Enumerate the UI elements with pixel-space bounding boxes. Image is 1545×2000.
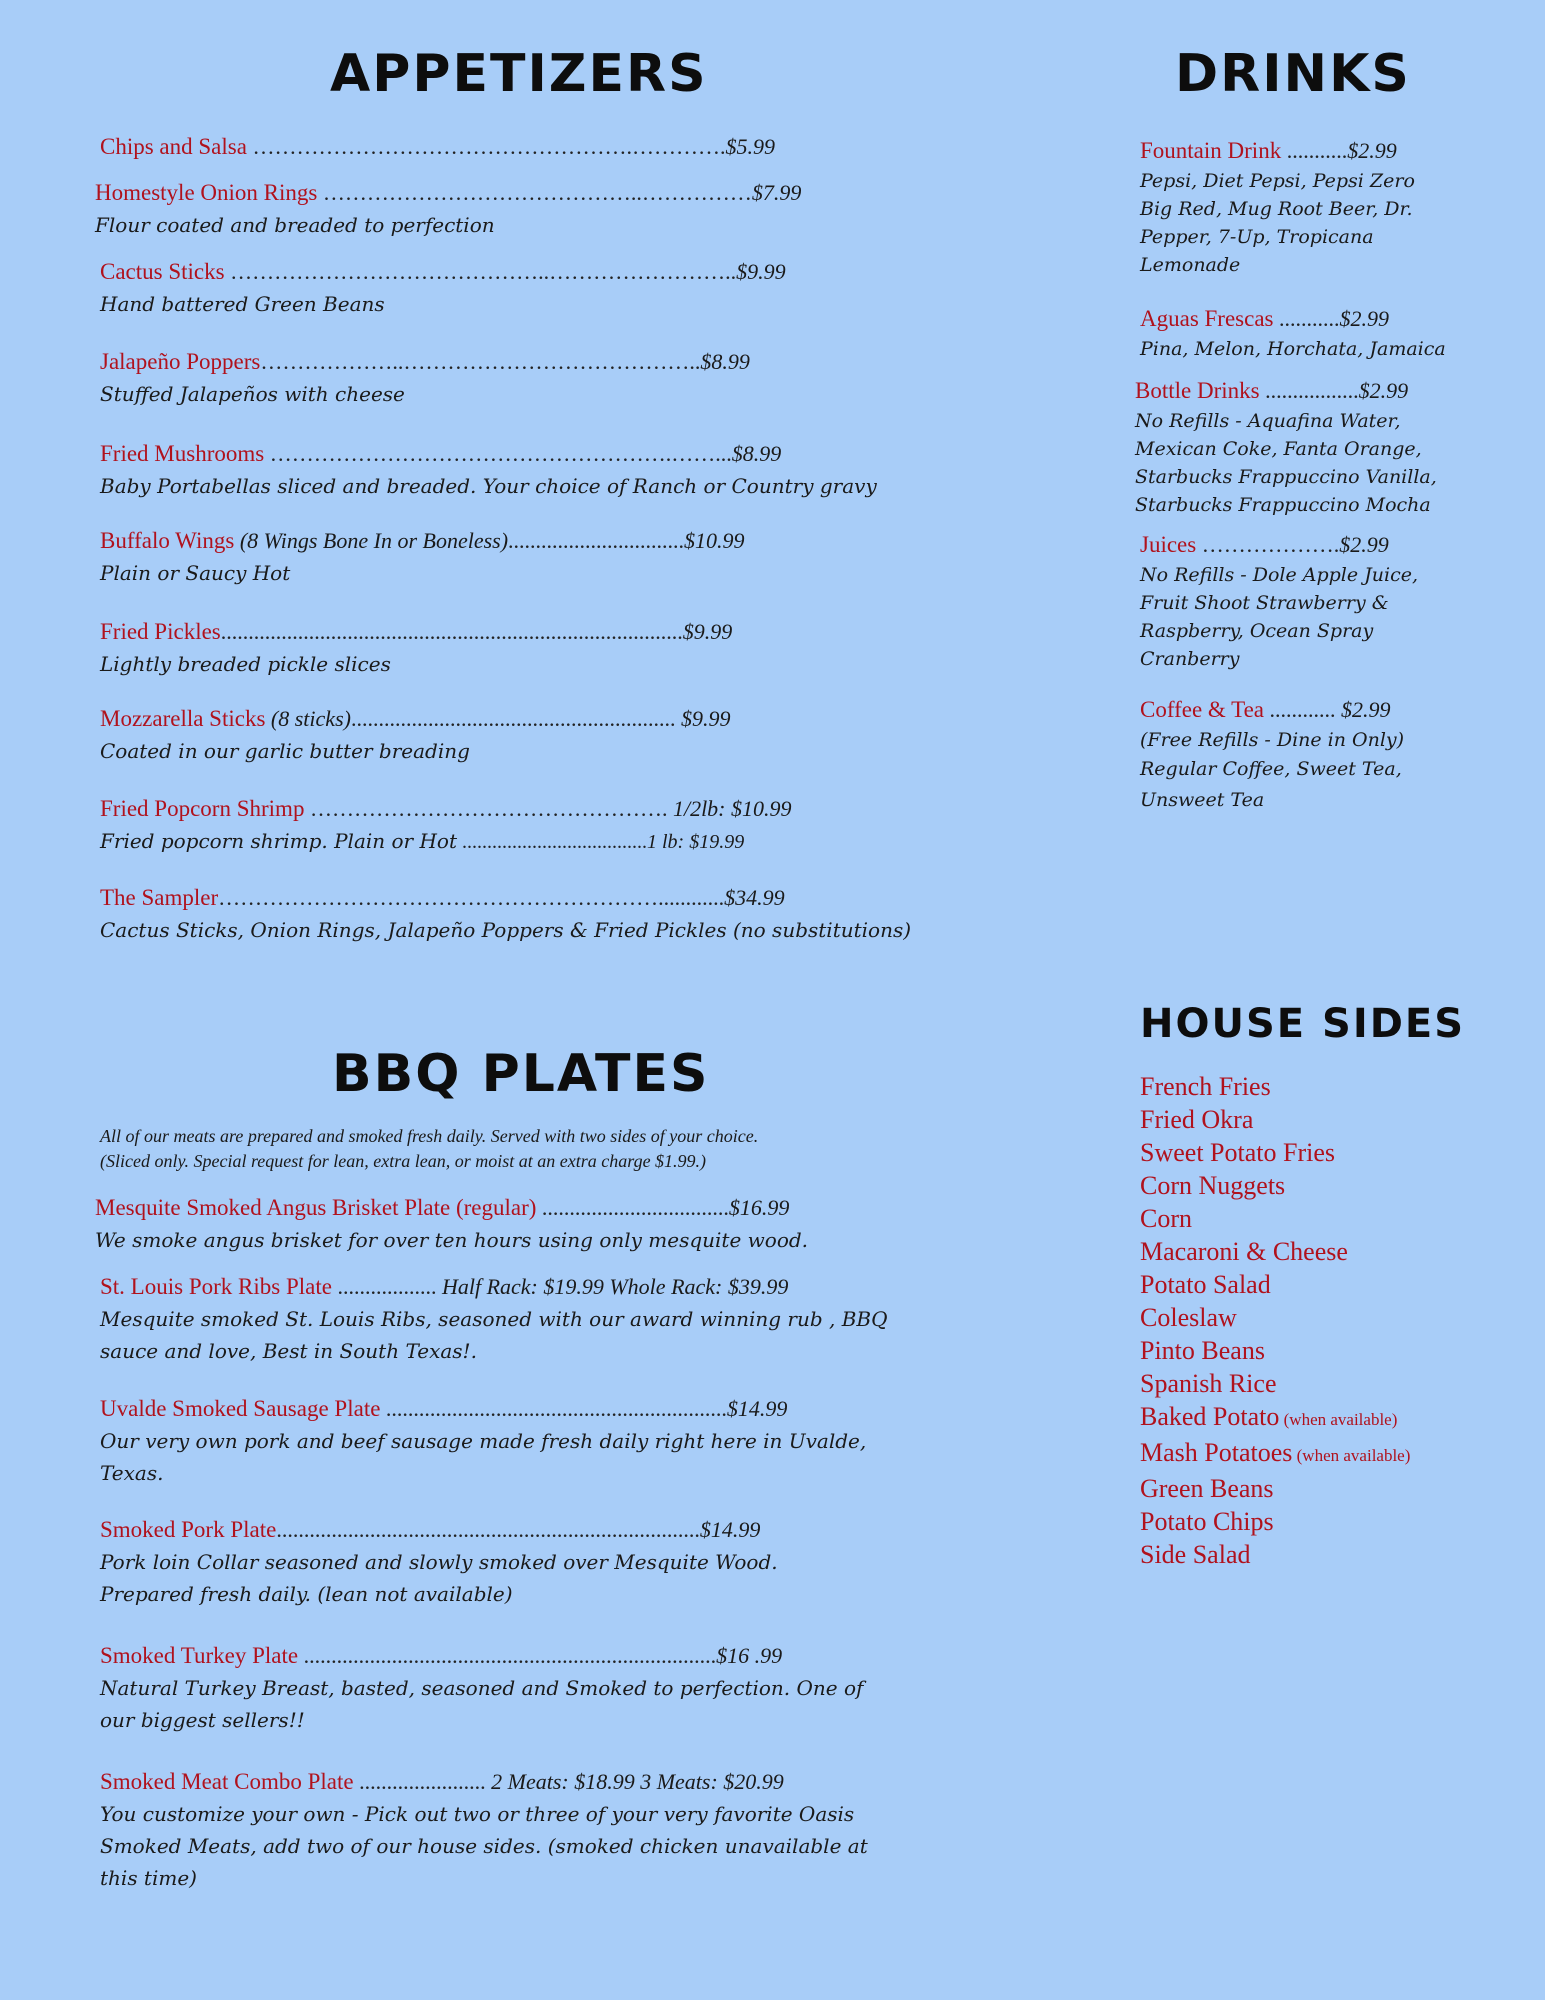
leader-dots: ……………….	[1196, 532, 1340, 557]
item-price: $14.99	[726, 1396, 788, 1421]
item-name: Mozzarella Sticks	[100, 706, 266, 731]
item-note: (8 Wings Bone In or Boneless)	[234, 528, 509, 553]
side-item: Mash Potatoes (when available)	[1140, 1438, 1411, 1467]
side-item: Coleslaw	[1140, 1303, 1237, 1332]
item-name: Fried Popcorn Shrimp	[100, 796, 305, 821]
leader-dots: ..................................	[536, 1195, 729, 1220]
menu-item-turkey-plate	[100, 1641, 880, 1736]
house-sides-heading: HOUSE SIDES	[1140, 1001, 1466, 1047]
menu-item-fried-mushrooms	[100, 439, 877, 502]
item-name: Chips and Salsa	[100, 134, 247, 159]
leader-dots: ..............................................................	[380, 1396, 727, 1421]
item-price: $8.99	[700, 349, 750, 374]
item-price: $16 .99	[716, 1643, 783, 1668]
item-description: Flour coated and breaded to perfection	[95, 213, 495, 237]
item-price: $9.99	[680, 706, 731, 731]
bbq-plates-heading: BBQ PLATES	[332, 1044, 710, 1104]
item-price: $2.99	[1358, 378, 1409, 403]
item-description: Cactus Sticks, Onion Rings, Jalapeño Poppers & Fried Pickles (no substitutions)	[100, 918, 912, 942]
leader-dots: ………………………………………….	[304, 796, 673, 821]
item-name: Bottle Drinks	[1135, 378, 1260, 403]
leader-dots: ……………………………………..……………………..	[224, 259, 737, 284]
item-description: Lightly breaded pickle slices	[100, 652, 391, 676]
menu-item-onion-rings	[95, 178, 801, 241]
item-price: $8.99	[731, 441, 782, 466]
bbq-intro-line: All of our meats are prepared and smoked fresh daily. Served with two sides of your choice.	[100, 1126, 759, 1146]
leader-dots: .................	[1259, 378, 1359, 403]
menu-item-combo-plate	[100, 1767, 880, 1894]
item-price: $14.99	[699, 1517, 761, 1542]
side-item: Fried Okra	[1140, 1105, 1254, 1134]
side-item: Baked Potato (when available)	[1140, 1402, 1398, 1431]
item-name: Homestyle Onion Rings	[95, 180, 318, 205]
item-name: Fountain Drink	[1140, 138, 1282, 163]
item-description: (Free Refills - Dine in Only)	[1140, 729, 1405, 751]
item-name: Smoked Turkey Plate	[100, 1643, 299, 1668]
item-description: Stuffed Jalapeños with cheese	[100, 382, 405, 406]
leader-dots: ................................	[508, 528, 685, 553]
menu-item-popcorn-shrimp	[100, 794, 792, 858]
item-description: Mesquite smoked St. Louis Ribs, seasoned with our award winning rub , BBQ sauce and love, Best in South Texas!.	[100, 1307, 888, 1363]
leader-dots: ...........	[1281, 138, 1348, 163]
drink-item-juices	[1140, 530, 1440, 673]
item-price: $9.99	[736, 259, 786, 284]
item-description: Natural Turkey Breast, basted, seasoned and Smoked to perfection. One of our biggest sellers!!	[100, 1676, 864, 1732]
item-description: Baby Portabellas sliced and breaded. Your choice of Ranch or Country gravy	[100, 474, 877, 498]
item-name: Mesquite Smoked Angus Brisket Plate (regular)	[95, 1195, 537, 1220]
menu-item-chips-and-salsa	[100, 132, 775, 163]
menu-item-pork-ribs-plate	[100, 1272, 900, 1367]
menu-item-pork-plate	[100, 1515, 860, 1610]
menu-item-jalapeno-poppers	[100, 347, 750, 410]
menu-item-mozzarella-sticks	[100, 704, 730, 767]
menu-item-sausage-plate	[100, 1394, 890, 1489]
leader-dots: ...........	[1273, 306, 1340, 331]
item-description: Pork loin Collar seasoned and slowly smoked over Mesquite Wood. Prepared fresh daily. (lean not available)	[100, 1550, 778, 1606]
menu-item-cactus-sticks	[100, 257, 786, 320]
leader-dots: ...........................................................................	[298, 1643, 717, 1668]
side-item: French Fries	[1140, 1072, 1271, 1101]
item-name: Cactus Sticks	[100, 259, 225, 284]
side-item: Corn Nuggets	[1140, 1171, 1286, 1200]
item-note: (8 sticks)	[265, 706, 351, 731]
bbq-intro	[100, 1124, 758, 1174]
appetizers-heading: APPETIZERS	[330, 44, 708, 104]
item-price: $7.99	[751, 180, 802, 205]
drink-item-bottle-drinks	[1135, 376, 1445, 519]
item-description: No Refills - Aquafina Water, Mexican Coke, Fanta Orange, Starbucks Frappuccino Vanilla, Starbucks Frappuccino Mocha	[1135, 410, 1437, 516]
side-item: Macaroni & Cheese	[1140, 1237, 1348, 1266]
item-name: Smoked Meat Combo Plate	[100, 1769, 354, 1794]
leader-dots: ……………………………………………….……...	[264, 441, 732, 466]
item-price: $2.99	[1339, 532, 1389, 557]
leader-dots: .............................................................................	[276, 1517, 700, 1542]
item-name: St. Louis Pork Ribs Plate	[100, 1274, 332, 1299]
item-price: $2.99	[1341, 697, 1391, 722]
item-description: Pina, Melon, Horchata, Jamaica	[1140, 338, 1446, 360]
item-description: You customize your own - Pick out two or three of your very favorite Oasis Smoked Meats, add two of our house sides. (smoked chicken unavailable at this time)	[100, 1802, 868, 1890]
item-description: Coated in our garlic butter breading	[100, 739, 470, 763]
leader-dots: …………………………………………….………….	[246, 134, 726, 159]
leader-dots: .....................................	[457, 831, 647, 853]
item-price-secondary: 1 lb: $19.99	[647, 831, 745, 853]
leader-dots: .......................	[353, 1769, 492, 1794]
leader-dots: ............	[1264, 697, 1341, 722]
drink-item-aguas-frescas	[1140, 304, 1500, 363]
item-price: Half Rack: $19.99 Whole Rack: $39.99	[441, 1274, 789, 1299]
side-item: Pinto Beans	[1140, 1336, 1265, 1365]
item-description: Our very own pork and beef sausage made fresh daily right here in Uvalde, Texas.	[100, 1429, 867, 1485]
item-name: Juices	[1140, 532, 1197, 557]
item-price: 1/2lb: $10.99	[672, 796, 792, 821]
leader-dots: ………………..…………………………………..	[260, 349, 701, 374]
sides-list	[1140, 1070, 1410, 1571]
item-name: Buffalo Wings	[100, 528, 235, 553]
leader-dots: ...........................................................	[350, 706, 681, 731]
item-description: Plain or Saucy Hot	[100, 561, 291, 585]
side-item: Potato Salad	[1140, 1270, 1271, 1299]
item-description: Regular Coffee, Sweet Tea, Unsweet Tea	[1140, 758, 1402, 811]
menu-item-fried-pickles	[100, 617, 732, 680]
item-description: We smoke angus brisket for over ten hours using only mesquite wood.	[95, 1228, 809, 1252]
leader-dots: ....................................................................................	[220, 619, 683, 644]
side-item: Side Salad	[1140, 1540, 1251, 1569]
item-description: Hand battered Green Beans	[100, 292, 385, 316]
item-name: Uvalde Smoked Sausage Plate	[100, 1396, 381, 1421]
item-price: $34.99	[724, 885, 785, 910]
item-name: Smoked Pork Plate	[100, 1517, 277, 1542]
item-price: $16.99	[728, 1195, 790, 1220]
item-name: Aguas Frescas	[1140, 306, 1274, 331]
item-price: $5.99	[725, 134, 775, 159]
item-price: $10.99	[684, 528, 745, 553]
bbq-intro-line: (Sliced only. Special request for lean, extra lean, or moist at an extra charge $1.99.)	[100, 1151, 707, 1171]
item-description: No Refills - Dole Apple Juice, Fruit Shoot Strawberry & Raspberry, Ocean Spray Cranberry	[1140, 564, 1419, 670]
item-price: $9.99	[682, 619, 733, 644]
side-item: Spanish Rice	[1140, 1369, 1277, 1398]
side-item: Green Beans	[1140, 1474, 1274, 1503]
item-name: Fried Mushrooms	[100, 441, 265, 466]
side-item: Potato Chips	[1140, 1507, 1274, 1536]
item-description: Pepsi, Diet Pepsi, Pepsi Zero Big Red, Mug Root Beer, Dr. Pepper, 7-Up, Tropicana Lemonade	[1140, 170, 1415, 276]
item-name: Jalapeño Poppers	[100, 349, 261, 374]
item-price: $2.99	[1347, 138, 1397, 163]
side-item: Sweet Potato Fries	[1140, 1138, 1335, 1167]
item-name: The Sampler	[100, 885, 219, 910]
drink-item-coffee-tea	[1140, 695, 1440, 816]
item-price: 2 Meats: $18.99 3 Meats: $20.99	[491, 1769, 784, 1794]
menu-item-the-sampler	[100, 883, 911, 946]
menu-item-brisket-plate	[95, 1193, 808, 1256]
item-price: $2.99	[1339, 306, 1389, 331]
menu-item-buffalo-wings	[100, 526, 745, 589]
leader-dots: ..................	[331, 1274, 442, 1299]
side-item: Corn	[1140, 1204, 1192, 1233]
drinks-heading: DRINKS	[1175, 44, 1411, 104]
item-description: Fried popcorn shrimp. Plain or Hot	[100, 829, 457, 853]
item-name: Fried Pickles	[100, 619, 221, 644]
drink-item-fountain	[1140, 136, 1430, 279]
side-note: (when available)	[1292, 1446, 1411, 1465]
side-note: (when available)	[1279, 1410, 1398, 1429]
leader-dots: ……………………………………………………............	[218, 885, 725, 910]
item-name: Coffee & Tea	[1140, 697, 1264, 722]
leader-dots: ……………………………………..……………	[317, 180, 752, 205]
